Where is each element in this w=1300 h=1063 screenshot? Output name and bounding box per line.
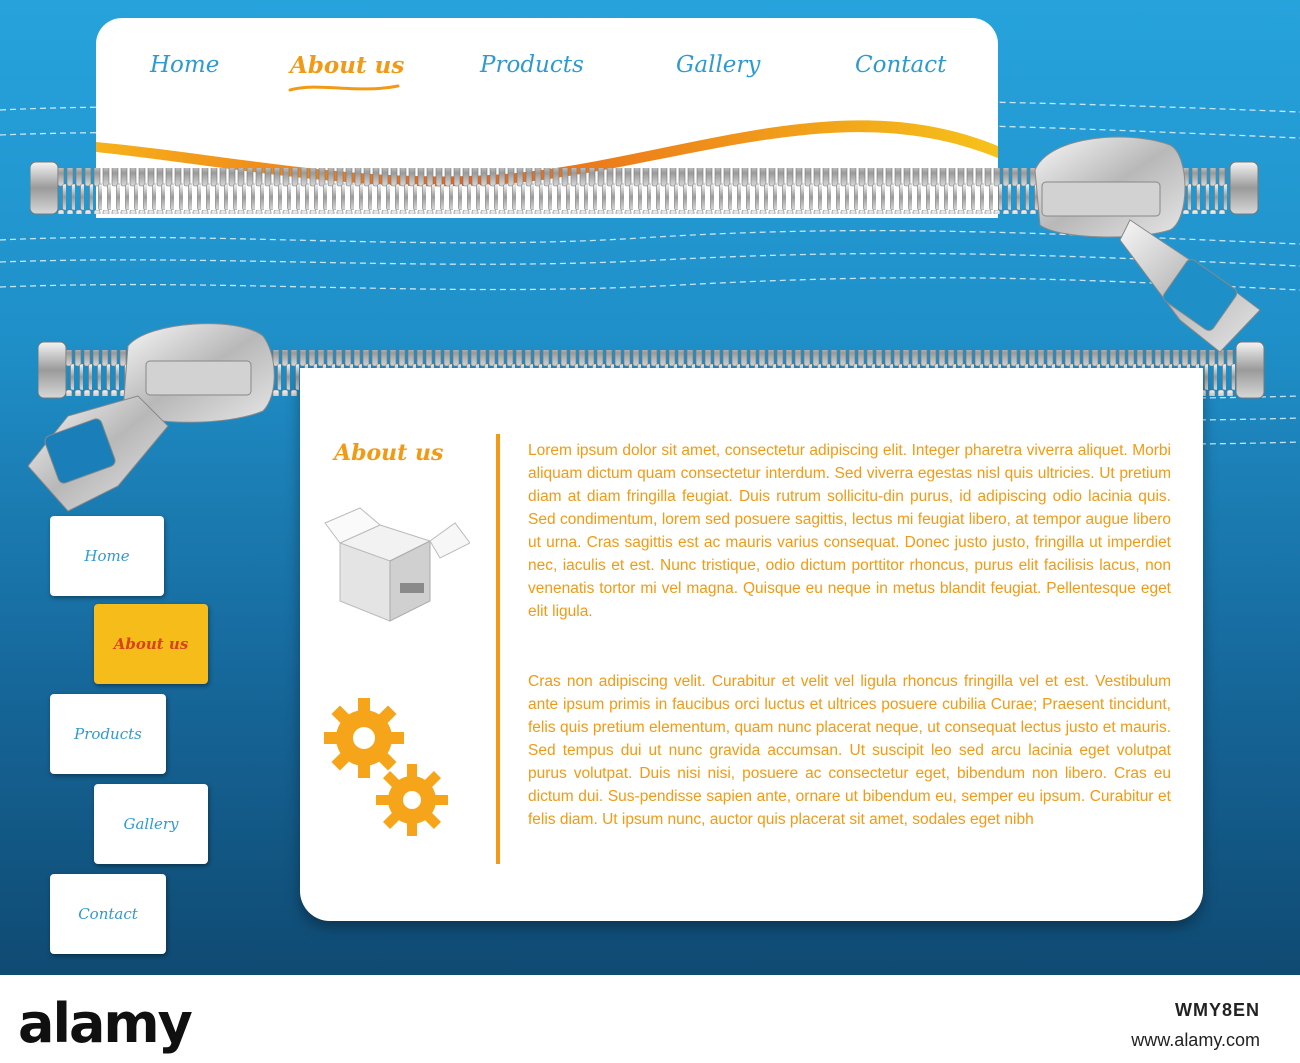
side-nav-gallery[interactable]: [94, 784, 208, 864]
side-nav-home-label: Home: [84, 547, 130, 565]
watermark-image-code: WMY8EN: [1174, 1000, 1260, 1020]
side-nav-home[interactable]: [50, 516, 164, 596]
top-nav-contact[interactable]: Contact: [855, 52, 947, 78]
gears-icon: [314, 688, 464, 848]
zipper-pull-left-icon[interactable]: [28, 316, 278, 516]
side-nav-about-us[interactable]: [94, 604, 208, 684]
content-card: [300, 368, 1203, 921]
side-nav-products-label: Products: [74, 725, 142, 743]
vertical-divider: [496, 434, 500, 864]
top-nav-home[interactable]: Home: [150, 52, 220, 78]
side-nav-gallery-label: Gallery: [123, 815, 179, 833]
side-nav-contact-label: Contact: [78, 905, 138, 923]
content-paragraph-1: Lorem ipsum dolor sit amet, consectetur adipiscing elit. Integer pharetra viverra aliquet. Morbi aliquam dictum quam consectetur interdum. Sed viverra egestas nisl quis ultricies. Ut pretium diam at diam fringilla feugiat. Duis rutrum sollicitu-din purus, id adipiscing odio lacinia quis. Sed condimentum, lorem sed posuere sagittis, lectus mi feugiat libero, at tempor augue libero ut urna. Cras sagittis est ac mauris varius consequat. Donec justo justo, fringilla ut imperdiet nec, iaculis et est. Nunc tristique, odio dictum porttitor rhoncus, purus elit facilisis lacus, non venenatis tortor mi vel magna. Quisque eu neque in metus blandit feugiat. Pellentesque eget elit ligula.: [528, 442, 1171, 620]
top-nav-about-us[interactable]: About us: [290, 52, 405, 79]
top-nav-products[interactable]: Products: [480, 52, 584, 78]
active-underline-brush: [288, 80, 400, 96]
watermark-site: www.alamy.com: [1131, 1030, 1260, 1050]
top-nav-gallery[interactable]: Gallery: [676, 52, 761, 78]
side-nav-products[interactable]: [50, 694, 166, 774]
side-nav-about-us-label: About us: [113, 635, 189, 653]
content-title: About us: [334, 440, 444, 466]
content-paragraph-2: Cras non adipiscing velit. Curabitur et velit vel ligula rhoncus fringilla vel et est. Vestibulum ante ipsum primis in faucibus orci luctus et ultrices posuere cubilia Curae; Praesent tincidunt, felis quis pretium elementum, quam nunc placerat neque, ut consequat lectus justo et mauris. Sed tempus dui ut nunc gravida accumsan. Ut suscipit leo sed arcu lacinia eget volutpat purus volutpat. Duis nisi nisi, posuere ac consectetur eget, bibendum non libero. Cras eu dictum dui. Sus-pendisse sapien ante, ornare ut bibendum eu, semper eu ipsum. Curabitur et felis diam. Ut ipsum nunc, auctor quis placerat sit amet, sodales eget nibh: [528, 673, 1171, 828]
watermark-bar: [0, 975, 1300, 1063]
zipper-pull-right-icon[interactable]: [1020, 130, 1270, 360]
side-nav-contact[interactable]: [50, 874, 166, 954]
watermark-logo: alamy: [18, 992, 191, 1055]
box-icon: [320, 503, 470, 633]
